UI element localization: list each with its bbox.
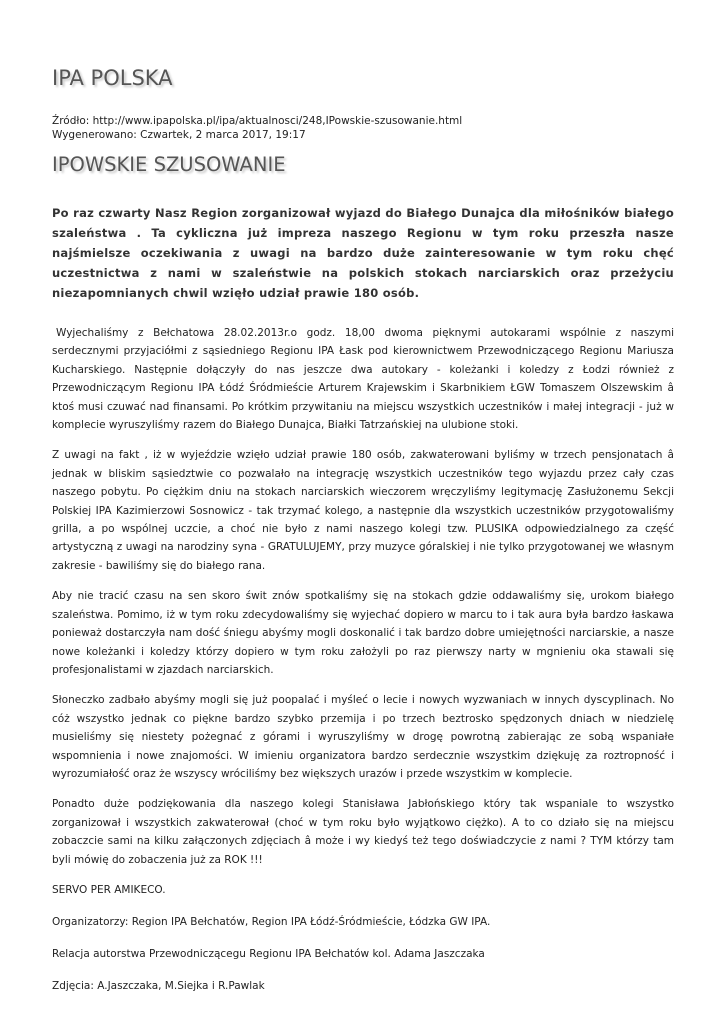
author-line: Relacja autorstwa Przewodniczącegu Regionu IPA Bełchatów kol. Adama Jaszczaka <box>52 947 485 960</box>
source-url: Źródło: http://www.ipapolska.pl/ipa/aktualnosci/248,IPowskie-szusowanie.html <box>52 115 463 127</box>
document-meta <box>52 114 462 142</box>
article-body <box>52 203 674 1009</box>
organizers-line: Organizatorzy: Region IPA Bełchatów, Region IPA Łódź-Śródmieście, Łódzka GW IPA. <box>52 915 491 928</box>
article-paragraph-2: Z uwagi na fakt , iż w wyjeździe wzięło udział prawie 180 osób, zakwaterowani byliśmy w trzech pensjonatach â jednak w bliskim sąsiedztwie co pozwalało na integrację wszystkich uczestników tego wyjazdu przez cały czas naszego pobytu. Po ciężkim dniu na stokach narciarskich wieczorem wręczyliśmy legitymację Zasłużonemu Sekcji Polskiej IPA Kazimierzowi Sosnowicz - tak trzymać kolego, a następnie dla wszystkich uczestników przygotowaliśmy grilla, a po wspólnej uczcie, a choć nie było z nami naszego kolegi tzw. PLUSIKA odpowiedzialnego za część artystyczną z uwagi na narodziny syna - GRATULUJEMY, przy muzyce góralskiej i nie tylko przygotowanej we własnym zakresie - bawiliśmy się do białego rana. <box>52 449 674 572</box>
article-paragraph-3: Aby nie tracić czasu na sen skoro świt znów spotkaliśmy się na stokach gdzie oddawaliśmy się, urokom białego szaleństwa. Pomimo, iż w tym roku zdecydowaliśmy się wyjechać dopiero w marcu to i tak aura była bardzo łaskawa ponieważ dostarczyła nam dość śniegu abyśmy mogli doskonalić i tak bardzo dobre umiejętności narciarskie, a nasze nowe koleżanki i koledzy którzy dopiero w tym roku założyli po raz pierwszy narty w mgnieniu oka stawali się profesjonalistami w zjazdach narciarskich. <box>52 590 674 676</box>
site-title: IPA POLSKA <box>52 66 173 90</box>
photos-credit-line: Zdjęcia: A.Jaszczaka, M.Siejka i R.Pawlak <box>52 979 265 992</box>
article-paragraph-1: Wyjechaliśmy z Bełchatowa 28.02.2013r.o godz. 18,00 dwoma pięknymi autokarami wspólnie z naszymi serdecznymi przyjaciółmi z sąsiedniego Regionu IPA Łask pod kierownictwem Przewodniczącego Regionu Mariusza Kucharskiego. Następnie dołączyły do nas jeszcze dwa autokary - koleżanki i koledzy z Łodzi również z Przewodniczącym Regionu IPA Łódź Śródmieście Arturem Krajewskim i Skarbnikiem ŁGW Tomaszem Olszewskim â ktoś musi czuwać nad finansami. Po krótkim przywitaniu na miejscu wszystkich uczestników i małej integracji - już w komplecie wyruszyliśmy razem do Białego Dunajca, Białki Tatrzańskiej na ulubione stoki. <box>52 327 674 432</box>
generated-date: Wygenerowano: Czwartek, 2 marca 2017, 19:17 <box>52 129 306 141</box>
article-paragraph-4: Słoneczko zadbało abyśmy mogli się już poopalać i myśleć o lecie i nowych wyzwaniach w innych dyscyplinach. No cóż wszystko jednak co piękne bardzo szybko przemija i po trzech beztrosko spędzonych dniach w niedzielę musieliśmy się niestety pożegnać z górami i wyruszyliśmy w drogę powrotną zabierając ze sobą wspaniałe wspomnienia i nowe znajomości. W imieniu organizatora bardzo serdecznie wszystkim dziękuję za roztropność i wyrozumiałość oraz że wszyscy wróciliśmy bez większych urazów i przede wszystkim w komplecie. <box>52 694 674 780</box>
article-paragraph-5: Ponadto duże podziękowania dla naszego kolegi Stanisława Jabłońskiego który tak wspaniale to wszystko zorganizował i wszystkich zakwaterował (choć w tym roku było wyjątkowo ciężko). A to co działo się na miejscu zobaczcie sami na kilku załączonych zdjęciach â może i wy kiedyś też tego doświadczycie z nami ? TYM którzy tam byli mówię do zobaczenia już za ROK !!! <box>52 798 674 866</box>
motto-line: SERVO PER AMIKECO. <box>52 883 166 896</box>
article-title: IPOWSKIE SZUSOWANIE <box>52 153 286 176</box>
article-lead: Po raz czwarty Nasz Region zorganizował wyjazd do Białego Dunajca dla miłośników białego szaleństwa . Ta cykliczna już impreza naszego Regionu w tym roku przeszła nasze najśmielsze oczekiwania z uwagi na bardzo duże zainteresowanie w tym roku chęć uczestnictwa z nami w szaleństwie na polskich stokach narciarskich oraz przeżyciu niezapomnianych chwil wzięło udział prawie 180 osób. <box>52 206 674 300</box>
